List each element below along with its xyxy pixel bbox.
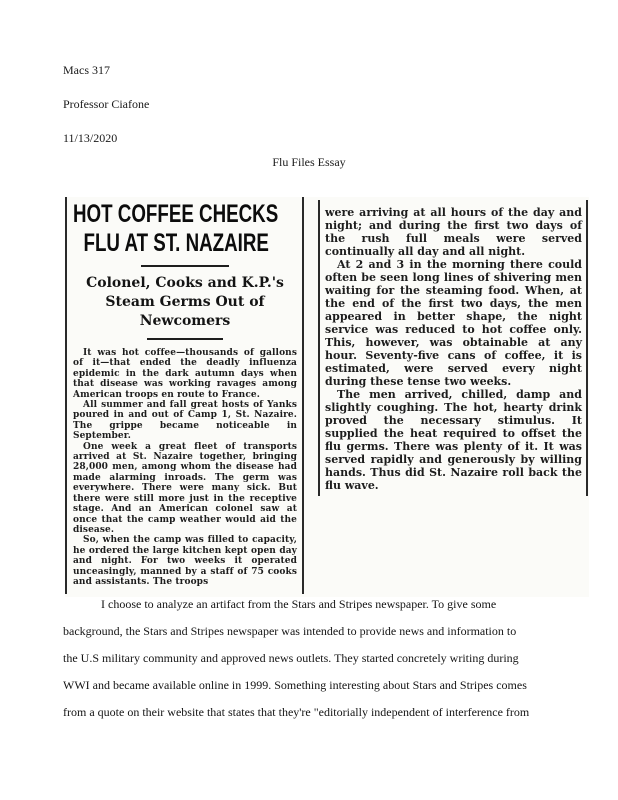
clipping-left-body [73,348,297,587]
headline-line-1: HOT COFFEE CHECKS [73,200,279,228]
subheadline-line-1: Colonel, Cooks and K.P.'s [86,275,284,291]
clipping-left-paragraph: One week a great fleet of transports arrived at St. Nazaire together, bringing 28,000 men, among whom the disease had made alarming inroads. The germ was everywhere. There were many sick. But there were still more just in the receptive stage. And an American colonel saw at once that the camp weather would aid the disease. [73,441,297,535]
clipping-right-paragraph: were arriving at all hours of the day and night; and during the first two days of the rush full meals were served continually all day and all night. [325,206,582,258]
clipping-subheadline [73,274,297,331]
course-line: Macs 317 [63,63,110,77]
essay-line: WWI and became available online in 1999. Something interesting about Stars and Stripes comes [63,678,527,692]
professor-line: Professor Ciafone [63,97,150,111]
subheadline-divider-rule [147,338,223,340]
clipping-left-paragraph: All summer and fall great hosts of Yanks poured in and out of Camp 1, St. Nazaire. The grippe became noticeable in September. [73,400,297,442]
date-line: 11/13/2020 [63,131,118,145]
clipping-right-column [318,200,588,496]
doc-header [63,60,149,162]
subheadline-line-2: Steam Germs Out of [105,294,265,310]
essay-line: the U.S military community and approved news outlets. They started concretely writing during [63,651,519,665]
clipping-headline [73,200,298,258]
essay-line: I choose to analyze an artifact from the Stars and Stripes newspaper. To give some [101,597,497,611]
clipping-right-body [325,206,582,492]
essay-line: background, the Stars and Stripes newspaper was intended to provide news and information to [63,624,517,638]
essay-paragraph [63,594,563,729]
clipping-left-paragraph: It was hot coffee—thousands of gallons of it—that ended the deadly influenza epidemic in the dark autumn days when that disease was working ravages among American troops en route to France. [73,348,297,400]
essay-line: from a quote on their website that states that they're "editorially independent of interference from [63,705,530,719]
clipping-right-paragraph: The men arrived, chilled, damp and slightly coughing. The hot, hearty drink proved the necessary stimulus. It supplied the heat required to offset the flu germs. There was plenty of it. It was served rapidly and generously by willing hands. Thus did St. Nazaire roll back the flu wave. [325,388,582,492]
clipping-right-paragraph: At 2 and 3 in the morning there could often be seen long lines of shivering men waiting for the steaming food. When, at the end of the first two days, the men appeared in better shape, the night service was reduced to hot coffee only. This, however, was obtainable at any hour. Seventy-five cans of coffee, it is estimated, were served every night during these tense two weeks. [325,258,582,388]
headline-divider-rule [141,265,229,267]
essay-title: Flu Files Essay [272,155,346,169]
clipping-left-column [65,197,304,594]
newspaper-clipping-image [65,197,589,597]
subheadline-line-3: Newcomers [139,313,231,329]
headline-line-2: FLU AT ST. NAZAIRE [83,229,269,257]
clipping-left-paragraph: So, when the camp was filled to capacity, he ordered the large kitchen kept open day and night. For two weeks it operated unceasingly, manned by a staff of 75 cooks and assistants. The troops [73,535,297,587]
